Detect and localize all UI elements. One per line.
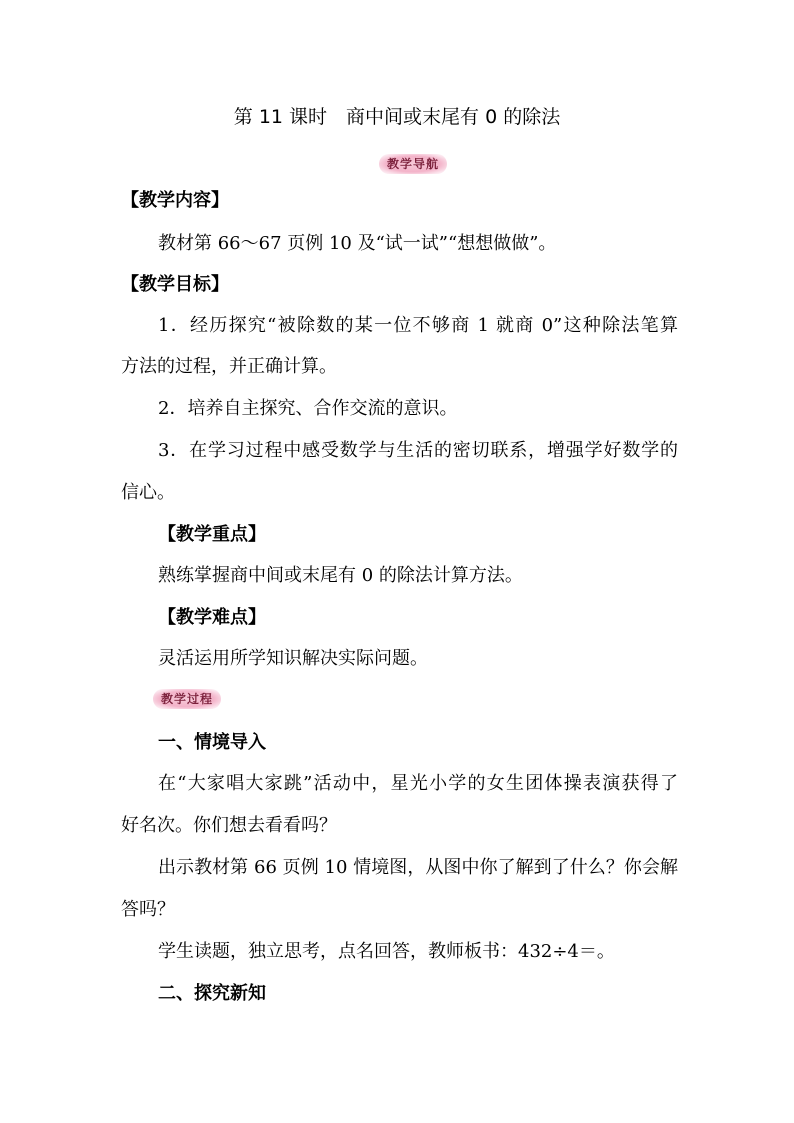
difficulties-text: 灵活运用所学知识解决实际问题。 (158, 648, 428, 669)
page-title: 第 11 课时 商中间或末尾有 0 的除法 (233, 106, 561, 128)
intro-p1-line-1: 在“大家唱大家跳”活动中，星光小学的女生团体操表演获得了 (158, 773, 678, 794)
teaching-process-badge: 教学过程 (153, 689, 221, 709)
content-heading: 【教学内容】 (121, 190, 229, 211)
intro-p3: 学生读题，独立思考，点名回答，教师板书：432÷4＝。 (158, 941, 615, 962)
goals-heading: 【教学目标】 (121, 274, 229, 295)
content-text: 教材第 66～67 页例 10 及“试一试”“想想做做”。 (158, 233, 557, 254)
intro-heading: 一、情境导入 (158, 732, 266, 753)
intro-p2-line-1: 出示教材第 66 页例 10 情境图，从图中你了解到了什么？你会解 (158, 857, 678, 878)
difficulties-heading: 【教学难点】 (158, 607, 266, 628)
goal-3-line-2: 信心。 (121, 482, 175, 503)
intro-p2-line-2: 答吗？ (121, 899, 175, 920)
goal-3-line-1: 3．在学习过程中感受数学与生活的密切联系，增强学好数学的 (158, 440, 678, 461)
goal-2: 2．培养自主探究、合作交流的意识。 (158, 398, 458, 419)
intro-p1-line-2: 好名次。你们想去看看吗？ (121, 815, 337, 836)
goal-1-line-2: 方法的过程，并正确计算。 (121, 356, 337, 377)
goal-1-line-1: 1．经历探究“被除数的某一位不够商 1 就商 0”这种除法笔算 (158, 315, 678, 336)
teaching-nav-badge: 教学导航 (379, 154, 447, 174)
key-points-text: 熟练掌握商中间或末尾有 0 的除法计算方法。 (158, 565, 523, 586)
explore-heading: 二、探究新知 (158, 983, 266, 1004)
key-points-heading: 【教学重点】 (158, 524, 266, 545)
